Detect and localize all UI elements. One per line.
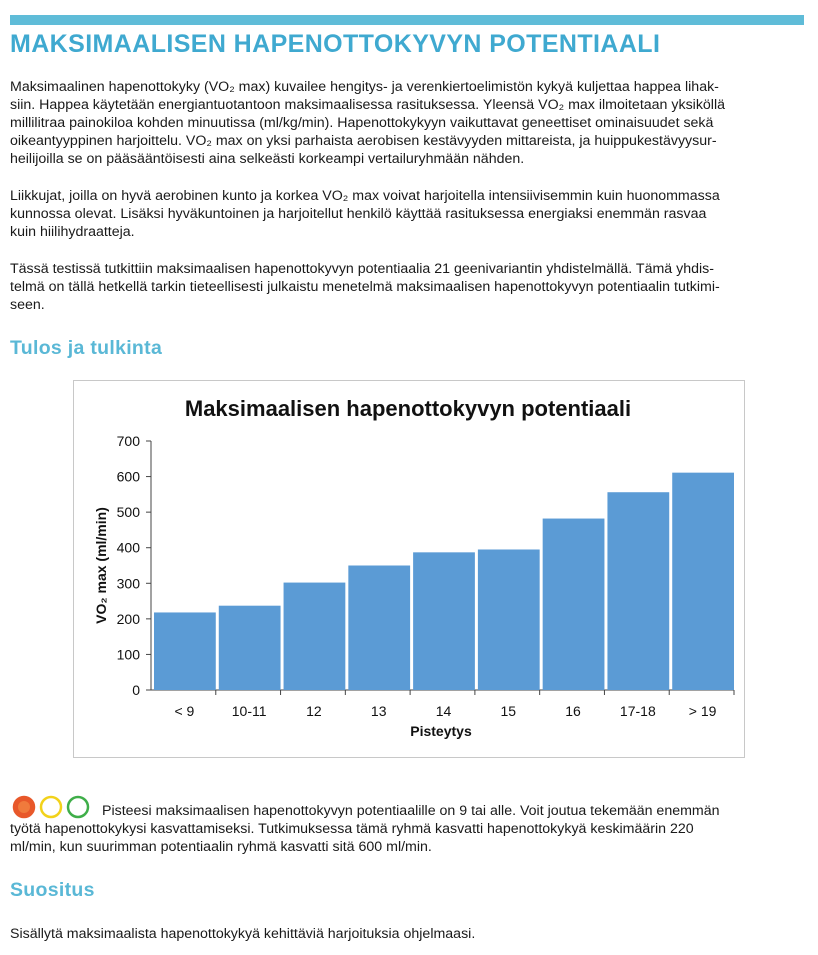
y-tick-label: 300 [116, 575, 140, 592]
bar [478, 549, 540, 690]
result-text [10, 802, 800, 856]
text-line: Liikkujat, joilla on hyvä aerobinen kunto ja korkea VO₂ max voivat harjoitella intensiivisemmin kuin huonommassa [10, 188, 720, 204]
header-accent-bar [10, 15, 804, 25]
y-tick-label: 0 [132, 682, 140, 698]
bar [348, 566, 410, 691]
chart-svg [74, 381, 744, 757]
bar [607, 492, 669, 690]
y-tick-label: 500 [116, 504, 140, 521]
text-line: ml/min, kun suurimman potentiaalin ryhmä kasvatti sitä 600 ml/min. [10, 839, 432, 855]
recommendation-text: Sisällytä maksimaalista hapenottokykyä kehittäviä harjoituksia ohjelmaasi. [10, 926, 476, 942]
text-line: Maksimaalinen hapenottokyky (VO₂ max) kuvailee hengitys- ja verenkiertoelimistön kykyä kuljettaa happea lihak- [10, 79, 719, 95]
x-axis [151, 690, 734, 719]
intro-paragraph-2 [10, 187, 800, 241]
text-line: seen. [10, 297, 45, 313]
chart-title: Maksimaalisen hapenottokyvyn potentiaali [184, 396, 632, 421]
x-tick-label: 15 [500, 703, 517, 719]
bar [413, 552, 475, 690]
text-line: oikeantyyppinen harjoittelu. VO₂ max on yksi parhaista aerobisen kestävyyden mittareista, ja huippukestävyysur- [10, 133, 717, 149]
x-tick-label: 12 [306, 703, 322, 719]
recommendation-heading: Suositus [10, 879, 95, 901]
text-line: heilijoilla se on pääsääntöisesti aina selkeästi korkeampi vertailuryhmään nähden. [10, 151, 525, 167]
bar [154, 612, 216, 690]
text-line: Tässä testissä tutkittiin maksimaalisen hapenottokyvyn potentiaalia 21 geenivariantin yhdistelmällä. Tämä yhdis- [10, 261, 714, 277]
bar [672, 473, 734, 690]
text-line: siin. Happea käytetään energiantuotantoon maksimaalisessa rasituksessa. Yleensä VO₂ max ilmoitetaan yksiköllä [10, 97, 725, 113]
intro-paragraph-3 [10, 260, 800, 314]
bar [219, 606, 281, 690]
y-tick-label: 100 [116, 646, 140, 663]
x-tick-label: 10-11 [231, 703, 267, 719]
vo2-chart [73, 380, 745, 758]
y-axis [117, 433, 151, 698]
y-tick-label: 200 [116, 610, 140, 627]
x-axis-label: Pisteytys [410, 723, 472, 739]
x-tick-label: 16 [565, 703, 581, 719]
bar [284, 583, 346, 690]
page-title: MAKSIMAALISEN HAPENOTTOKYVYN POTENTIAALI [10, 30, 661, 58]
bars [154, 473, 734, 690]
text-line: työtä hapenottokykysi kasvattamiseksi. Tutkimuksessa tämä ryhmä kasvatti hapenottokykyä keskimäärin 220 [10, 821, 694, 837]
x-tick-label: 14 [435, 703, 452, 719]
text-line: millilitraa painokiloa kohden minuutissa (ml/kg/min). Hapenottokykyyn vaikuttavat geneettiset ominaisuudet sekä [10, 115, 714, 131]
x-tick-label: < 9 [174, 703, 195, 719]
y-axis-label: VO₂ max (ml/min) [93, 507, 109, 624]
y-tick-label: 700 [116, 433, 140, 449]
bar [543, 519, 605, 690]
y-tick-label: 600 [116, 468, 140, 485]
x-tick-label: > 19 [688, 703, 717, 719]
text-line: kunnossa olevat. Lisäksi hyväkuntoinen ja harjoitellut henkilö käyttää rasituksessa energiaksi enemmän rasvaa [10, 206, 707, 222]
intro-paragraph-1 [10, 78, 800, 168]
text-line: telmä on tällä hetkellä tarkin tieteellisesti julkaistu menetelmä maksimaalisen hapenottokyvyn potentiaalin tutkimi- [10, 279, 720, 295]
text-line: Pisteesi maksimaalisen hapenottokyvyn potentiaalille on 9 tai alle. Voit joutua tekemään enemmän [102, 803, 720, 819]
text-line: kuin hiilihydraatteja. [10, 224, 135, 240]
x-tick-label: 13 [370, 703, 387, 719]
x-tick-label: 17-18 [619, 703, 656, 719]
result-heading: Tulos ja tulkinta [10, 337, 163, 359]
y-tick-label: 400 [116, 539, 140, 556]
